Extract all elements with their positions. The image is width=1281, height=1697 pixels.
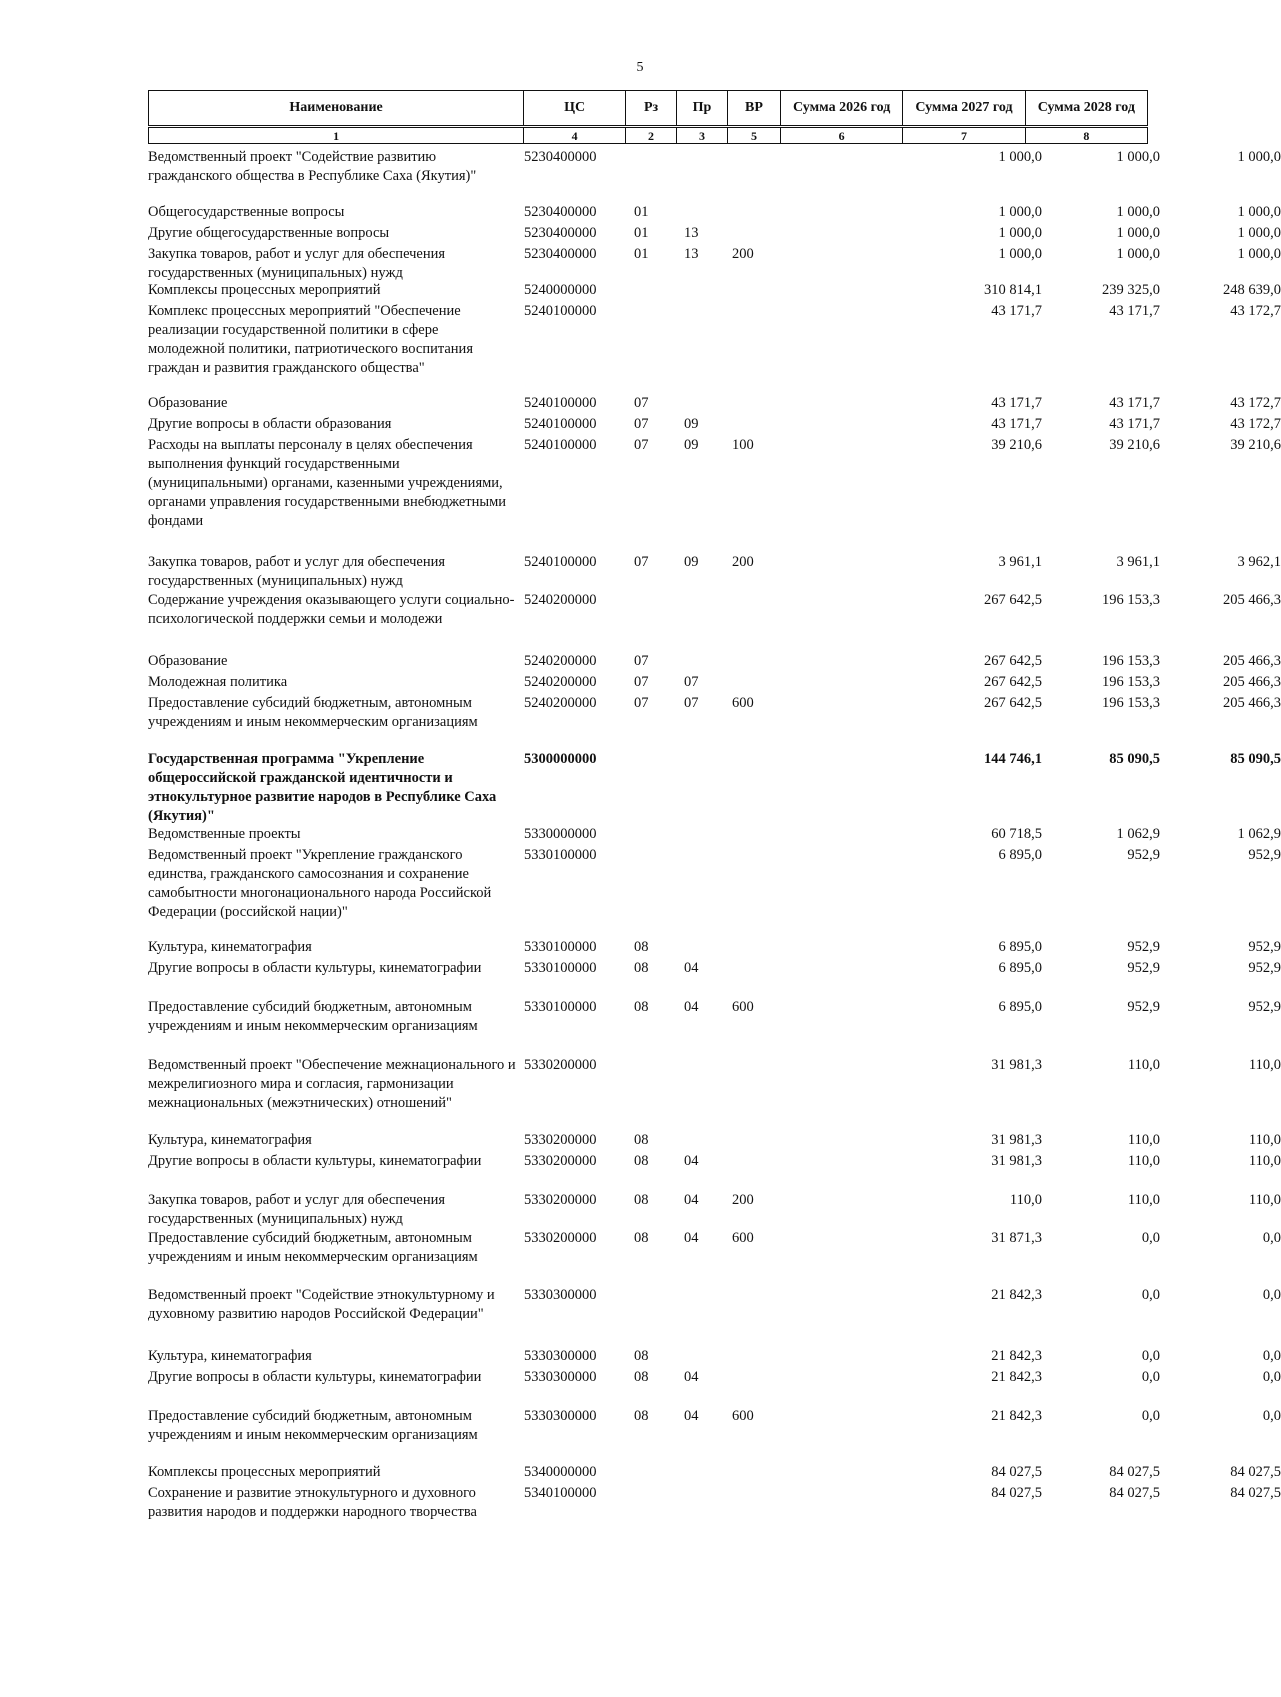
cell-rz: 08 — [634, 999, 649, 1015]
cell-sum-2026: 60 718,5 — [991, 826, 1042, 842]
cell-sum-2028: 1 000,0 — [1237, 225, 1281, 241]
cell-sum-2027: 952,9 — [1127, 847, 1160, 863]
cell-cs: 5230400000 — [524, 246, 597, 262]
cell-sum-2027: 196 153,3 — [1102, 695, 1160, 711]
cell-name: Культура, кинематография — [148, 1132, 312, 1148]
cell-pr: 07 — [684, 695, 699, 711]
cell-sum-2026: 6 895,0 — [998, 847, 1042, 863]
cell-sum-2027: 43 171,7 — [1109, 303, 1160, 319]
cell-sum-2027: 39 210,6 — [1109, 437, 1160, 453]
cell-pr: 04 — [684, 999, 699, 1015]
cell-sum-2028: 1 000,0 — [1237, 204, 1281, 220]
cell-cs: 5330100000 — [524, 999, 597, 1015]
header-num-cs: 4 — [524, 127, 626, 144]
cell-name: Содержание учреждения оказывающего услуги социально-психологической поддержки семьи и молодежи — [148, 592, 515, 627]
cell-sum-2027: 110,0 — [1127, 1153, 1160, 1169]
cell-sum-2026: 31 871,3 — [991, 1230, 1042, 1246]
cell-sum-2028: 952,9 — [1248, 939, 1281, 955]
cell-sum-2028: 43 172,7 — [1230, 303, 1281, 319]
cell-sum-2027: 952,9 — [1127, 960, 1160, 976]
header-rz: Рз — [626, 91, 677, 127]
cell-sum-2026: 1 000,0 — [998, 246, 1042, 262]
cell-rz: 08 — [634, 1408, 649, 1424]
cell-sum-2027: 3 961,1 — [1116, 554, 1160, 570]
cell-sum-2026: 267 642,5 — [984, 695, 1042, 711]
cell-sum-2027: 1 000,0 — [1116, 204, 1160, 220]
header-num-sum-2026: 6 — [781, 127, 903, 144]
cell-name: Ведомственный проект "Укрепление гражданского единства, гражданского самосознания и сохранение самобытности многонационального народа Российской Федерации (российской нации)" — [148, 847, 492, 920]
cell-name: Комплексы процессных мероприятий — [148, 282, 381, 298]
cell-cs: 5240200000 — [524, 592, 597, 608]
cell-sum-2027: 43 171,7 — [1109, 395, 1160, 411]
cell-sum-2028: 85 090,5 — [1230, 751, 1281, 767]
cell-cs: 5240100000 — [524, 437, 597, 453]
cell-sum-2026: 3 961,1 — [998, 554, 1042, 570]
cell-cs: 5340100000 — [524, 1485, 597, 1501]
cell-cs: 5240200000 — [524, 695, 597, 711]
cell-name: Другие вопросы в области культуры, кинематографии — [148, 1153, 482, 1169]
header-pr: Пр — [677, 91, 728, 127]
cell-rz: 08 — [634, 1230, 649, 1246]
cell-sum-2028: 248 639,0 — [1223, 282, 1281, 298]
cell-name: Ведомственный проект "Обеспечение межнационального и межрелигиозного мира и согласия, гармонизации межнациональных (межэтнических) отношений" — [148, 1057, 516, 1111]
cell-vr: 600 — [732, 695, 754, 711]
cell-cs: 5230400000 — [524, 149, 597, 165]
cell-cs: 5330200000 — [524, 1230, 597, 1246]
cell-sum-2028: 205 466,3 — [1223, 592, 1281, 608]
header-sum-2027: Сумма 2027 год — [903, 91, 1025, 127]
cell-sum-2026: 31 981,3 — [991, 1153, 1042, 1169]
header-vr: ВР — [728, 91, 781, 127]
cell-cs: 5330100000 — [524, 939, 597, 955]
cell-name: Ведомственный проект "Содействие развитию гражданского общества в Республике Саха (Якутия)" — [148, 149, 477, 184]
cell-name: Государственная программа "Укрепление общероссийской гражданской идентичности и этнокультурное развитие народов в Республике Саха (Якутия)" — [148, 751, 497, 824]
header-name: Наименование — [149, 91, 524, 127]
cell-pr: 09 — [684, 554, 699, 570]
cell-name: Общегосударственные вопросы — [148, 204, 345, 220]
cell-vr: 200 — [732, 246, 754, 262]
table-header — [148, 90, 1148, 144]
cell-rz: 08 — [634, 1348, 649, 1364]
cell-sum-2027: 1 000,0 — [1116, 225, 1160, 241]
cell-rz: 07 — [634, 416, 649, 432]
cell-sum-2028: 43 172,7 — [1230, 416, 1281, 432]
cell-sum-2028: 1 000,0 — [1237, 149, 1281, 165]
cell-rz: 08 — [634, 1132, 649, 1148]
cell-name: Сохранение и развитие этнокультурного и духовного развития народов и поддержки народного творчества — [148, 1485, 477, 1520]
cell-sum-2028: 205 466,3 — [1223, 653, 1281, 669]
cell-cs: 5240200000 — [524, 674, 597, 690]
cell-name: Молодежная политика — [148, 674, 288, 690]
cell-cs: 5240200000 — [524, 653, 597, 669]
cell-pr: 04 — [684, 1369, 699, 1385]
cell-sum-2028: 0,0 — [1262, 1408, 1281, 1424]
cell-cs: 5330300000 — [524, 1348, 597, 1364]
cell-sum-2028: 952,9 — [1248, 847, 1281, 863]
cell-pr: 09 — [684, 416, 699, 432]
cell-sum-2028: 110,0 — [1248, 1057, 1281, 1073]
cell-sum-2026: 1 000,0 — [998, 204, 1042, 220]
cell-name: Закупка товаров, работ и услуг для обеспечения государственных (муниципальных) нужд — [148, 1192, 446, 1227]
header-num-vr: 5 — [728, 127, 781, 144]
cell-sum-2026: 21 842,3 — [991, 1369, 1042, 1385]
cell-cs: 5300000000 — [524, 751, 597, 767]
cell-sum-2026: 144 746,1 — [984, 751, 1042, 767]
cell-sum-2028: 0,0 — [1262, 1369, 1281, 1385]
header-sum-2028: Сумма 2028 год — [1025, 91, 1147, 127]
cell-sum-2028: 0,0 — [1262, 1348, 1281, 1364]
cell-name: Комплекс процессных мероприятий "Обеспечение реализации государственной политики в сфере молодежной политики, патриотического воспитания граждан и развития гражданского общества" — [148, 303, 473, 376]
cell-sum-2027: 43 171,7 — [1109, 416, 1160, 432]
cell-cs: 5330300000 — [524, 1408, 597, 1424]
cell-sum-2028: 1 000,0 — [1237, 246, 1281, 262]
cell-sum-2028: 84 027,5 — [1230, 1485, 1281, 1501]
cell-sum-2026: 84 027,5 — [991, 1464, 1042, 1480]
cell-name: Предоставление субсидий бюджетным, автономным учреждениям и иным некоммерческим организациям — [148, 695, 478, 730]
header-sum-2026: Сумма 2026 год — [781, 91, 903, 127]
cell-name: Другие вопросы в области культуры, кинематографии — [148, 1369, 482, 1385]
cell-sum-2027: 110,0 — [1127, 1132, 1160, 1148]
cell-name: Закупка товаров, работ и услуг для обеспечения государственных (муниципальных) нужд — [148, 554, 446, 589]
cell-vr: 200 — [732, 554, 754, 570]
cell-rz: 07 — [634, 653, 649, 669]
cell-name: Культура, кинематография — [148, 939, 312, 955]
cell-sum-2026: 6 895,0 — [998, 960, 1042, 976]
cell-name: Культура, кинематография — [148, 1348, 312, 1364]
cell-vr: 600 — [732, 1408, 754, 1424]
cell-sum-2026: 6 895,0 — [998, 939, 1042, 955]
cell-sum-2028: 0,0 — [1262, 1287, 1281, 1303]
cell-cs: 5340000000 — [524, 1464, 597, 1480]
cell-sum-2028: 43 172,7 — [1230, 395, 1281, 411]
cell-rz: 08 — [634, 1192, 649, 1208]
cell-cs: 5230400000 — [524, 204, 597, 220]
cell-sum-2027: 1 000,0 — [1116, 149, 1160, 165]
header-num-rz: 2 — [626, 127, 677, 144]
cell-sum-2026: 267 642,5 — [984, 653, 1042, 669]
header-num-name: 1 — [149, 127, 524, 144]
cell-sum-2026: 110,0 — [1009, 1192, 1042, 1208]
cell-sum-2028: 84 027,5 — [1230, 1464, 1281, 1480]
cell-cs: 5330100000 — [524, 847, 597, 863]
cell-sum-2026: 267 642,5 — [984, 674, 1042, 690]
cell-sum-2026: 21 842,3 — [991, 1408, 1042, 1424]
cell-cs: 5330300000 — [524, 1287, 597, 1303]
cell-sum-2027: 0,0 — [1141, 1287, 1160, 1303]
cell-rz: 08 — [634, 939, 649, 955]
cell-cs: 5240100000 — [524, 303, 597, 319]
cell-cs: 5240100000 — [524, 554, 597, 570]
cell-sum-2027: 84 027,5 — [1109, 1464, 1160, 1480]
cell-sum-2027: 196 153,3 — [1102, 674, 1160, 690]
cell-name: Предоставление субсидий бюджетным, автономным учреждениям и иным некоммерческим организациям — [148, 999, 478, 1034]
cell-sum-2028: 39 210,6 — [1230, 437, 1281, 453]
cell-sum-2028: 1 062,9 — [1237, 826, 1281, 842]
cell-pr: 04 — [684, 1408, 699, 1424]
cell-vr: 600 — [732, 1230, 754, 1246]
header-num-pr: 3 — [677, 127, 728, 144]
cell-sum-2026: 43 171,7 — [991, 303, 1042, 319]
cell-rz: 08 — [634, 960, 649, 976]
cell-name: Ведомственные проекты — [148, 826, 301, 842]
cell-rz: 01 — [634, 246, 649, 262]
cell-rz: 07 — [634, 695, 649, 711]
cell-sum-2026: 267 642,5 — [984, 592, 1042, 608]
cell-sum-2028: 952,9 — [1248, 999, 1281, 1015]
cell-sum-2028: 110,0 — [1248, 1132, 1281, 1148]
cell-name: Образование — [148, 653, 228, 669]
cell-cs: 5330200000 — [524, 1153, 597, 1169]
cell-sum-2028: 205 466,3 — [1223, 674, 1281, 690]
cell-sum-2028: 110,0 — [1248, 1192, 1281, 1208]
cell-cs: 5330200000 — [524, 1057, 597, 1073]
cell-cs: 5330000000 — [524, 826, 597, 842]
cell-sum-2027: 952,9 — [1127, 999, 1160, 1015]
cell-cs: 5240100000 — [524, 395, 597, 411]
cell-sum-2027: 84 027,5 — [1109, 1485, 1160, 1501]
cell-sum-2026: 6 895,0 — [998, 999, 1042, 1015]
cell-name: Другие вопросы в области образования — [148, 416, 392, 432]
cell-name: Ведомственный проект "Содействие этнокультурному и духовному развитию народов Российской Федерации" — [148, 1287, 495, 1322]
cell-sum-2028: 952,9 — [1248, 960, 1281, 976]
cell-sum-2026: 31 981,3 — [991, 1057, 1042, 1073]
header-num-sum-2028: 8 — [1025, 127, 1147, 144]
cell-sum-2026: 1 000,0 — [998, 149, 1042, 165]
header-cs: ЦС — [524, 91, 626, 127]
cell-sum-2026: 39 210,6 — [991, 437, 1042, 453]
cell-name: Другие вопросы в области культуры, кинематографии — [148, 960, 482, 976]
cell-sum-2027: 196 153,3 — [1102, 592, 1160, 608]
cell-sum-2026: 310 814,1 — [984, 282, 1042, 298]
page-number: 5 — [636, 60, 644, 75]
cell-sum-2026: 21 842,3 — [991, 1287, 1042, 1303]
cell-pr: 13 — [684, 246, 699, 262]
cell-sum-2026: 1 000,0 — [998, 225, 1042, 241]
cell-sum-2028: 205 466,3 — [1223, 695, 1281, 711]
cell-cs: 5240100000 — [524, 416, 597, 432]
cell-rz: 07 — [634, 395, 649, 411]
cell-sum-2027: 110,0 — [1127, 1057, 1160, 1073]
cell-name: Образование — [148, 395, 228, 411]
cell-sum-2027: 1 062,9 — [1116, 826, 1160, 842]
cell-sum-2027: 0,0 — [1141, 1369, 1160, 1385]
cell-cs: 5330300000 — [524, 1369, 597, 1385]
cell-sum-2027: 952,9 — [1127, 939, 1160, 955]
cell-pr: 09 — [684, 437, 699, 453]
cell-cs: 5230400000 — [524, 225, 597, 241]
cell-rz: 01 — [634, 225, 649, 241]
cell-sum-2027: 0,0 — [1141, 1348, 1160, 1364]
cell-cs: 5330200000 — [524, 1192, 597, 1208]
cell-name: Закупка товаров, работ и услуг для обеспечения государственных (муниципальных) нужд — [148, 246, 446, 281]
cell-sum-2027: 0,0 — [1141, 1408, 1160, 1424]
cell-cs: 5330200000 — [524, 1132, 597, 1148]
cell-sum-2027: 0,0 — [1141, 1230, 1160, 1246]
cell-pr: 04 — [684, 1230, 699, 1246]
cell-sum-2026: 43 171,7 — [991, 395, 1042, 411]
cell-sum-2026: 31 981,3 — [991, 1132, 1042, 1148]
cell-rz: 07 — [634, 437, 649, 453]
cell-cs: 5330100000 — [524, 960, 597, 976]
cell-pr: 04 — [684, 960, 699, 976]
cell-sum-2028: 3 962,1 — [1237, 554, 1281, 570]
cell-sum-2027: 239 325,0 — [1102, 282, 1160, 298]
cell-sum-2028: 0,0 — [1262, 1230, 1281, 1246]
cell-name: Расходы на выплаты персоналу в целях обеспечения выполнения функций государственными (муниципальными) органами, казенными учреждениями, органами управления государственными внебюджетными фондами — [148, 437, 507, 529]
cell-sum-2026: 43 171,7 — [991, 416, 1042, 432]
cell-name: Предоставление субсидий бюджетным, автономным учреждениям и иным некоммерческим организациям — [148, 1230, 478, 1265]
cell-name: Комплексы процессных мероприятий — [148, 1464, 381, 1480]
cell-sum-2026: 84 027,5 — [991, 1485, 1042, 1501]
cell-pr: 07 — [684, 674, 699, 690]
cell-rz: 08 — [634, 1153, 649, 1169]
cell-sum-2026: 21 842,3 — [991, 1348, 1042, 1364]
cell-vr: 200 — [732, 1192, 754, 1208]
cell-vr: 600 — [732, 999, 754, 1015]
cell-sum-2027: 85 090,5 — [1109, 751, 1160, 767]
cell-name: Предоставление субсидий бюджетным, автономным учреждениям и иным некоммерческим организациям — [148, 1408, 478, 1443]
cell-pr: 04 — [684, 1192, 699, 1208]
cell-pr: 04 — [684, 1153, 699, 1169]
cell-rz: 07 — [634, 674, 649, 690]
cell-name: Другие общегосударственные вопросы — [148, 225, 390, 241]
cell-sum-2027: 110,0 — [1127, 1192, 1160, 1208]
cell-rz: 01 — [634, 204, 649, 220]
cell-vr: 100 — [732, 437, 754, 453]
header-num-sum-2027: 7 — [903, 127, 1025, 144]
cell-sum-2028: 110,0 — [1248, 1153, 1281, 1169]
cell-cs: 5240000000 — [524, 282, 597, 298]
cell-rz: 08 — [634, 1369, 649, 1385]
cell-pr: 13 — [684, 225, 699, 241]
cell-sum-2027: 1 000,0 — [1116, 246, 1160, 262]
cell-rz: 07 — [634, 554, 649, 570]
cell-sum-2027: 196 153,3 — [1102, 653, 1160, 669]
